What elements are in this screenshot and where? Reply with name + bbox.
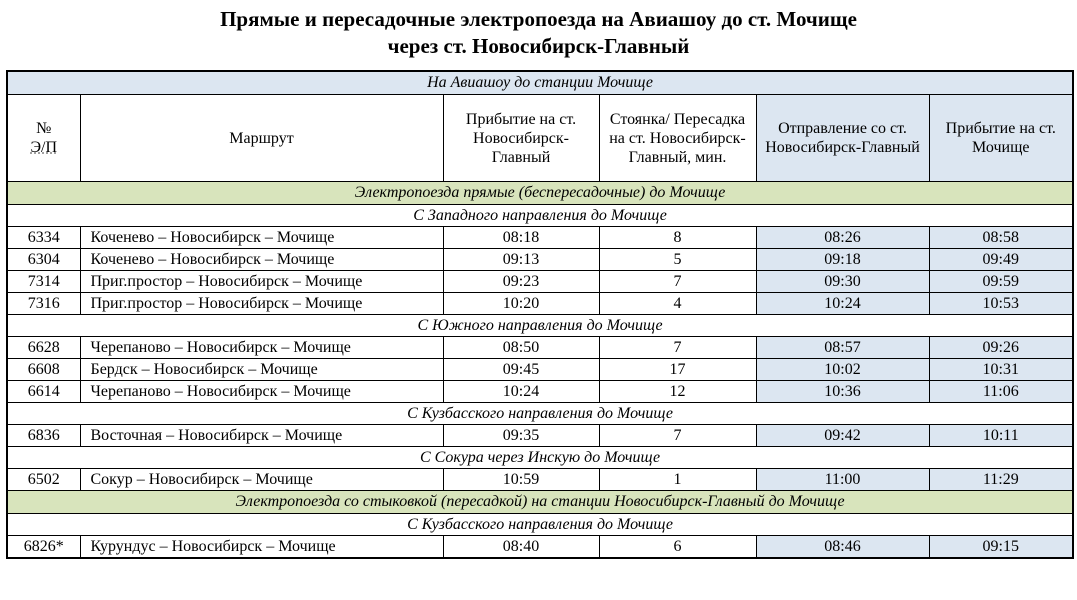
header-arrival-mochische: Прибытие на ст. Мочище (929, 95, 1073, 182)
train-number: 6334 (7, 227, 80, 249)
table-row (7, 425, 1073, 447)
arrival-nsk: 09:23 (443, 271, 599, 293)
table-row (7, 293, 1073, 315)
route: Коченево – Новосибирск – Мочище (80, 227, 443, 249)
departure-nsk: 09:30 (756, 271, 929, 293)
group-kuzbass: С Кузбасского направления до Мочище (7, 403, 1073, 425)
route: Коченево – Новосибирск – Мочище (80, 249, 443, 271)
group-west-row (7, 205, 1073, 227)
group-kuzbass-transfer: С Кузбасского направления до Мочище (7, 514, 1073, 536)
departure-nsk: 11:00 (756, 469, 929, 491)
stop-minutes: 7 (599, 425, 756, 447)
group-south: С Южного направления до Мочище (7, 315, 1073, 337)
page-title (0, 6, 1077, 62)
table-caption: На Авиашоу до станции Мочище (7, 71, 1073, 95)
header-train-number (7, 95, 80, 182)
arrival-mochische: 08:58 (929, 227, 1073, 249)
train-number: 6628 (7, 337, 80, 359)
group-west: С Западного направления до Мочище (7, 205, 1073, 227)
arrival-nsk: 09:35 (443, 425, 599, 447)
header-departure-nsk: Отправление со ст. Новосибирск-Главный (756, 95, 929, 182)
table-row (7, 227, 1073, 249)
stop-minutes: 1 (599, 469, 756, 491)
header-stop: Стоянка/ Пересадка на ст. Новосибирск-Главный, мин. (599, 95, 756, 182)
stop-minutes: 12 (599, 381, 756, 403)
stop-minutes: 17 (599, 359, 756, 381)
train-number: 7316 (7, 293, 80, 315)
route: Приг.простор – Новосибирск – Мочище (80, 271, 443, 293)
header-route: Маршрут (80, 95, 443, 182)
arrival-nsk: 09:45 (443, 359, 599, 381)
departure-nsk: 10:36 (756, 381, 929, 403)
group-sokur: С Сокура через Инскую до Мочище (7, 447, 1073, 469)
arrival-nsk: 10:24 (443, 381, 599, 403)
departure-nsk: 10:24 (756, 293, 929, 315)
arrival-nsk: 10:20 (443, 293, 599, 315)
arrival-nsk: 08:50 (443, 337, 599, 359)
section-direct: Электропоезда прямые (беспересадочные) до Мочище (7, 182, 1073, 205)
route: Приг.простор – Новосибирск – Мочище (80, 293, 443, 315)
table-row (7, 381, 1073, 403)
table-row (7, 359, 1073, 381)
stop-minutes: 8 (599, 227, 756, 249)
route: Сокур – Новосибирск – Мочище (80, 469, 443, 491)
arrival-mochische: 10:31 (929, 359, 1073, 381)
departure-nsk: 08:26 (756, 227, 929, 249)
arrival-mochische: 10:53 (929, 293, 1073, 315)
arrival-mochische: 09:15 (929, 536, 1073, 559)
arrival-mochische: 09:26 (929, 337, 1073, 359)
arrival-mochische: 11:29 (929, 469, 1073, 491)
arrival-mochische: 09:59 (929, 271, 1073, 293)
route: Восточная – Новосибирск – Мочище (80, 425, 443, 447)
table-row (7, 249, 1073, 271)
train-number: 6836 (7, 425, 80, 447)
schedule-table (6, 70, 1074, 559)
train-number: 6304 (7, 249, 80, 271)
stop-minutes: 4 (599, 293, 756, 315)
table-row (7, 469, 1073, 491)
arrival-mochische: 10:11 (929, 425, 1073, 447)
header-train-number-line2: Э/П (30, 139, 58, 156)
stop-minutes: 7 (599, 271, 756, 293)
arrival-nsk: 08:18 (443, 227, 599, 249)
group-south-row (7, 315, 1073, 337)
arrival-mochische: 11:06 (929, 381, 1073, 403)
arrival-nsk: 08:40 (443, 536, 599, 559)
table-row (7, 536, 1073, 559)
table-row (7, 271, 1073, 293)
train-number: 6614 (7, 381, 80, 403)
route: Черепаново – Новосибирск – Мочище (80, 381, 443, 403)
section-transfer: Электропоезда со стыковкой (пересадкой) на станции Новосибирск-Главный до Мочище (7, 491, 1073, 514)
section-transfer-row (7, 491, 1073, 514)
stop-minutes: 7 (599, 337, 756, 359)
group-kuzbass-row (7, 403, 1073, 425)
stop-minutes: 5 (599, 249, 756, 271)
arrival-mochische: 09:49 (929, 249, 1073, 271)
header-arrival-nsk: Прибытие на ст. Новосибирск-Главный (443, 95, 599, 182)
group-sokur-row (7, 447, 1073, 469)
route: Бердск – Новосибирск – Мочище (80, 359, 443, 381)
header-train-number-line1: № (36, 120, 52, 137)
title-line-1: Прямые и пересадочные электропоезда на Авиашоу до ст. Мочище (220, 7, 857, 31)
section-direct-row (7, 182, 1073, 205)
route: Черепаново – Новосибирск – Мочище (80, 337, 443, 359)
departure-nsk: 09:18 (756, 249, 929, 271)
arrival-nsk: 10:59 (443, 469, 599, 491)
train-number: 6826* (7, 536, 80, 559)
departure-nsk: 09:42 (756, 425, 929, 447)
train-number: 6502 (7, 469, 80, 491)
train-number: 6608 (7, 359, 80, 381)
train-number: 7314 (7, 271, 80, 293)
departure-nsk: 08:46 (756, 536, 929, 559)
table-row (7, 337, 1073, 359)
arrival-nsk: 09:13 (443, 249, 599, 271)
group-kuzbass-transfer-row (7, 514, 1073, 536)
departure-nsk: 10:02 (756, 359, 929, 381)
departure-nsk: 08:57 (756, 337, 929, 359)
header-row (7, 95, 1073, 182)
stop-minutes: 6 (599, 536, 756, 559)
title-line-2: через ст. Новосибирск-Главный (387, 34, 690, 58)
route: Курундус – Новосибирск – Мочище (80, 536, 443, 559)
